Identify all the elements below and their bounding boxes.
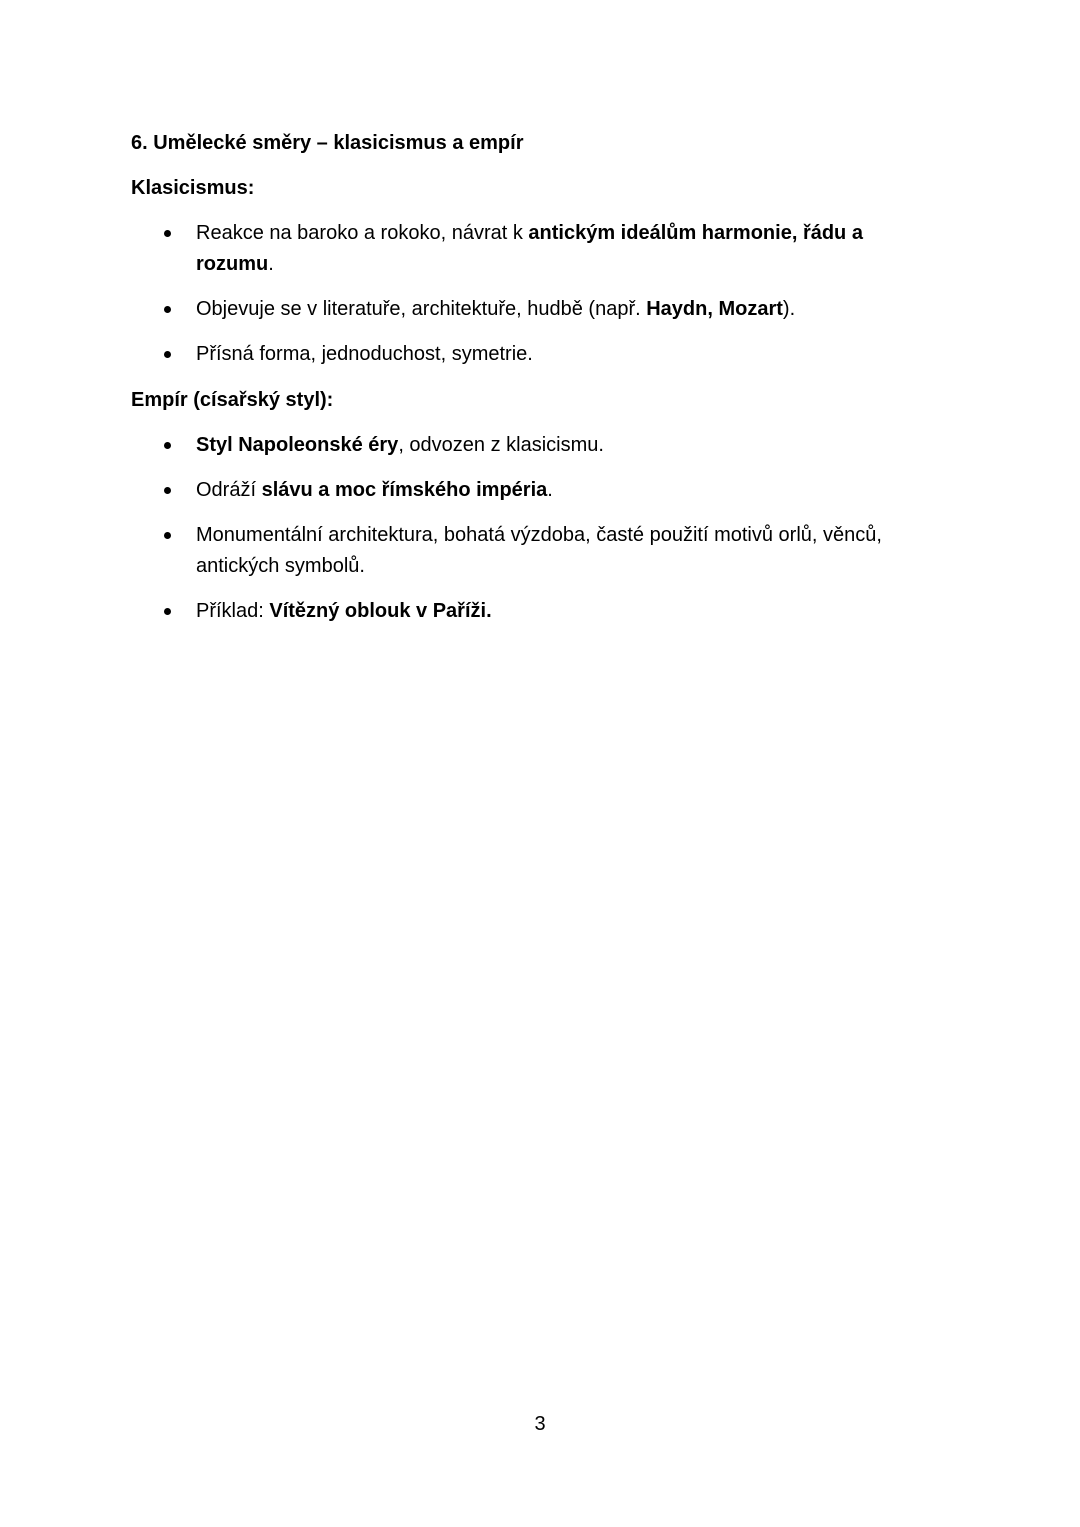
page-content xyxy=(131,128,931,642)
list-item xyxy=(131,339,931,370)
section-title-empir: Empír (císařský styl): xyxy=(131,389,334,411)
list-item-text-part: Přísná forma, jednoduchost, symetrie. xyxy=(196,343,533,365)
list-item-text-bold: Styl Napoleonské éry xyxy=(196,434,399,456)
bullet-icon xyxy=(164,351,171,358)
bullet-icon xyxy=(164,230,171,237)
list-item xyxy=(131,475,931,506)
list-item-text-part: ). xyxy=(782,298,796,320)
list-item-text-bold: slávu a moc římského impéria xyxy=(261,479,548,501)
list-item-text-part: . xyxy=(547,479,553,501)
list-item-text-part: Příklad: xyxy=(196,600,270,622)
section-title-klasicismus: Klasicismus: xyxy=(131,177,255,199)
list-item-text-bold: antickým ideálům harmonie, řádu a rozumu xyxy=(196,222,863,275)
bullet-list-klasicismus xyxy=(131,218,931,370)
list-item xyxy=(131,520,931,582)
list-item-text-part: . xyxy=(268,253,274,275)
bullet-icon xyxy=(164,608,171,615)
bullet-icon xyxy=(164,532,171,539)
bullet-list-empir xyxy=(131,430,931,627)
list-item xyxy=(131,430,931,461)
list-item xyxy=(131,294,931,325)
bullet-icon xyxy=(164,442,171,449)
list-item-text-part: Objevuje se v literatuře, architektuře, hudbě (např. xyxy=(196,298,647,320)
list-item-text-part: Monumentální architektura, bohatá výzdoba, časté použití motivů orlů, věnců, antických symbolů. xyxy=(196,524,882,577)
list-item-text-part: Odráží xyxy=(196,479,262,501)
list-item xyxy=(131,218,931,280)
page-heading: 6. Umělecké směry – klasicismus a empír xyxy=(131,132,524,154)
bullet-icon xyxy=(164,487,171,494)
bullet-icon xyxy=(164,306,171,313)
page-number: 3 xyxy=(534,1413,546,1435)
list-item-text-part: Reakce na baroko a rokoko, návrat k xyxy=(196,222,529,244)
list-item xyxy=(131,596,931,627)
list-item-text-bold: Vítězný oblouk v Paříži. xyxy=(269,600,492,622)
list-item-text-part: , odvozen z klasicismu. xyxy=(398,434,604,456)
list-item-text-bold: Haydn, Mozart xyxy=(646,298,783,320)
